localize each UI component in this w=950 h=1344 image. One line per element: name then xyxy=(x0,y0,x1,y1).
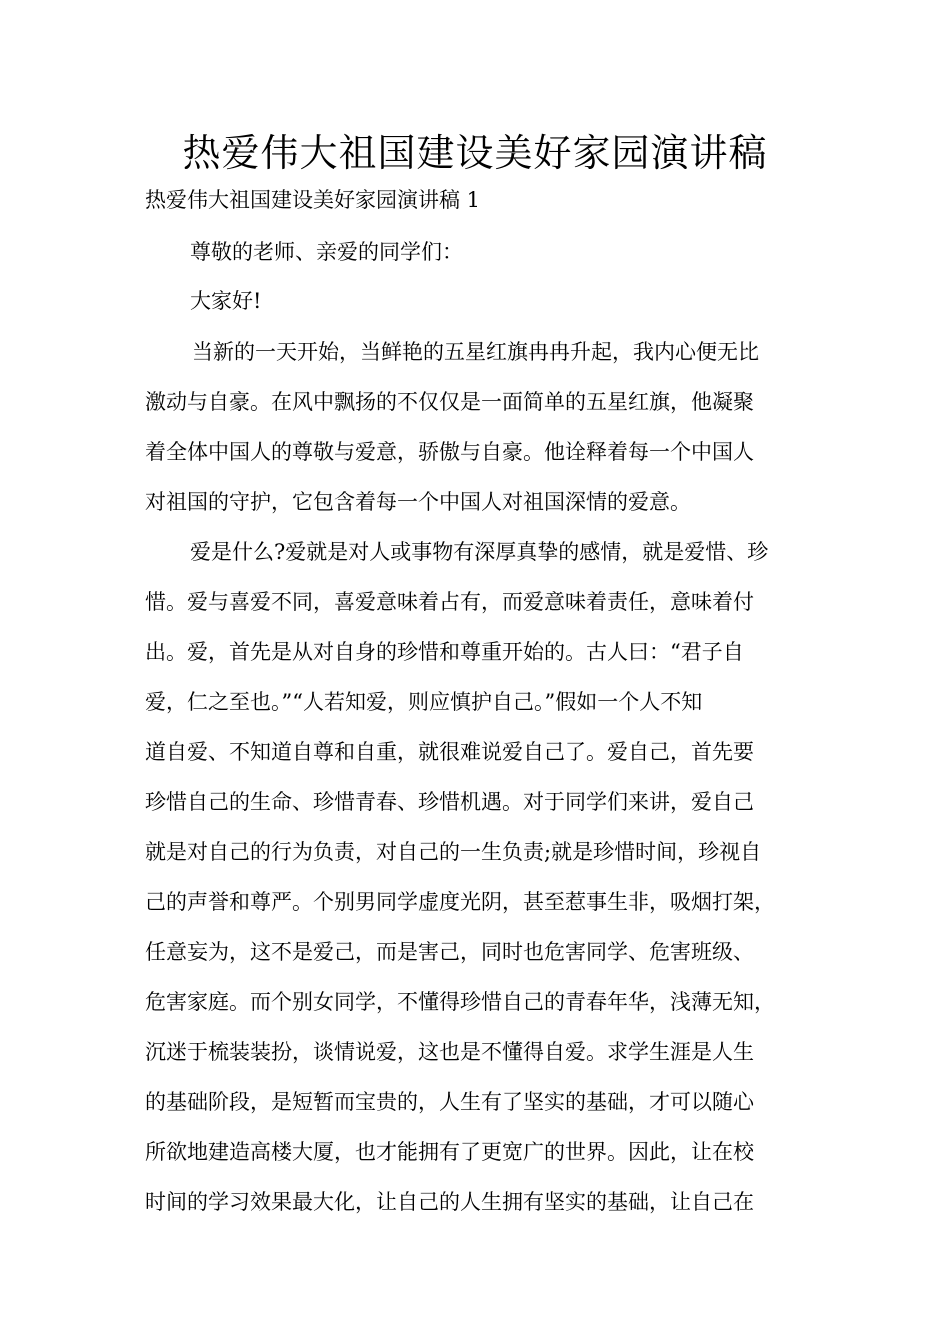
paragraph-line: 时间的学习效果最大化，让自己的人生拥有坚实的基础，让自己在 xyxy=(145,1190,754,1214)
paragraph-line: 就是对自己的行为负责，对自己的一生负责;就是珍惜时间，珍视自 xyxy=(145,840,762,864)
paragraph-2 xyxy=(145,536,825,1236)
paragraph-1 xyxy=(145,336,825,536)
paragraph-line: 出。爱，首先是从对自身的珍惜和尊重开始的。古人曰：“君子自 xyxy=(145,640,744,664)
paragraph-line: 惜。爱与喜爱不同，喜爱意味着占有，而爱意味着责任，意味着付 xyxy=(145,590,754,614)
paragraph-line: 危害家庭。而个别女同学，不懂得珍惜自己的青春年华，浅薄无知， xyxy=(145,990,775,1014)
paragraph-line: 爱，仁之至也。”“人若知爱，则应慎护自己。”假如一个人不知 xyxy=(145,690,703,714)
paragraph-line: 当新的一天开始，当鲜艳的五星红旗冉冉升起，我内心便无比 xyxy=(192,340,759,364)
paragraph-line: 珍惜自己的生命、珍惜青春、珍惜机遇。对于同学们来讲，爱自己 xyxy=(145,790,754,814)
paragraph-line: 对祖国的守护，它包含着每一个中国人对祖国深情的爱意。 xyxy=(145,490,691,514)
paragraph-line: 爱是什么?爱就是对人或事物有深厚真挚的感情，就是爱惜、珍 xyxy=(190,540,769,564)
paragraph-line: 道自爱、不知道自尊和自重，就很难说爱自己了。爱自己，首先要 xyxy=(145,740,754,764)
paragraph-line: 着全体中国人的尊敬与爱意，骄傲与自豪。他诠释着每一个中国人 xyxy=(145,440,754,464)
paragraph-line: 的基础阶段，是短暂而宝贵的，人生有了坚实的基础，才可以随心 xyxy=(145,1090,754,1114)
paragraph-line: 所欲地建造高楼大厦，也才能拥有了更宽广的世界。因此，让在校 xyxy=(145,1140,754,1164)
salutation: 尊敬的老师、亲爱的同学们： xyxy=(190,240,463,264)
greeting: 大家好! xyxy=(190,289,262,313)
document-subtitle: 热爱伟大祖国建设美好家园演讲稿 1 xyxy=(145,188,481,212)
document-title: 热爱伟大祖国建设美好家园演讲稿 xyxy=(182,131,768,175)
paragraph-line: 沉迷于梳装装扮，谈情说爱，这也是不懂得自爱。求学生涯是人生 xyxy=(145,1040,754,1064)
paragraph-line: 任意妄为，这不是爱己，而是害己，同时也危害同学、危害班级、 xyxy=(145,940,754,964)
paragraph-line: 己的声誉和尊严。个别男同学虚度光阴，甚至惹事生非，吸烟打架， xyxy=(145,890,775,914)
paragraph-line: 激动与自豪。在风中飘扬的不仅仅是一面简单的五星红旗，他凝聚 xyxy=(145,390,754,414)
